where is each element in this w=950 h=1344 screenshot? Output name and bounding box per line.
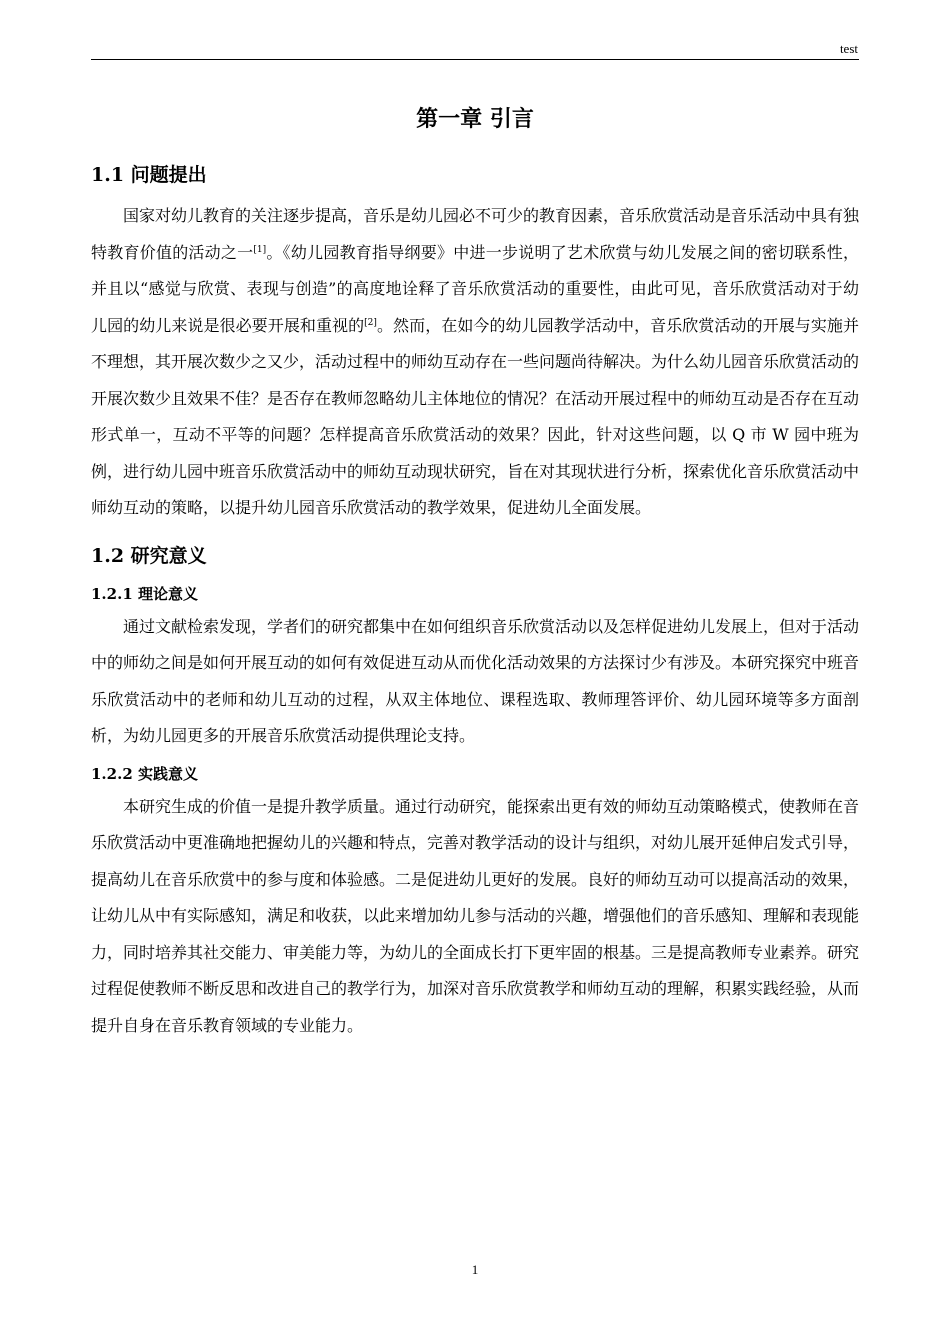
paragraph-text: 。《幼儿园教育指导纲要》中进一步说明了艺术欣赏与幼儿发展之间的密切联系性，并且以“感觉与欣赏、表现与创造”的高度地诠释了音乐欣赏活动的重要性，由此可见，音乐欣赏活动对于幼儿园的幼儿来说是很必要开展和重视的 <box>91 242 859 335</box>
section-heading-1-2: 1.2 研究意义 <box>91 544 207 567</box>
document-body <box>91 92 859 1044</box>
section-1-1-paragraph <box>91 198 859 527</box>
paragraph-text: 。然而，在如今的幼儿园教学活动中，音乐欣赏活动的开展与实施并不理想，其开展次数少之又少，活动过程中的师幼互动存在一些问题尚待解决。为什么幼儿园音乐欣赏活动的开展次数少且效果不佳？是否存在教师忽略幼儿主体地位的情况？在活动开展过程中的师幼互动是否存在互动形式单一，互动不平等的问题？怎样提高音乐欣赏活动的效果？因此，针对这些问题，以 Q 市 W 园中班为例，进行幼儿园中班音乐欣赏活动中的师幼互动现状研究，旨在对其现状进行分析，探索优化音乐欣赏活动中师幼互动的策略，以提升幼儿园音乐欣赏活动的教学效果，促进幼儿全面发展。 <box>91 315 860 517</box>
page-number: 1 <box>471 1262 479 1277</box>
header-divider <box>91 59 859 60</box>
paragraph-text: 国家对幼儿教育的关注逐步提高，音乐是幼儿园必不可少的教育因素，音乐欣赏活动是音乐活动中具有独特教育价值的活动之一 <box>91 206 860 262</box>
section-heading-1-1: 1.1 问题提出 <box>91 164 207 186</box>
subsection-1-2-2-paragraph: 本研究生成的价值一是提升教学质量。通过行动研究，能探索出更有效的师幼互动策略模式，使教师在音乐欣赏活动中更准确地把握幼儿的兴趣和特点，完善对教学活动的设计与组织，对幼儿展开延伸启发式引导，提高幼儿在音乐欣赏中的参与度和体验感。二是促进幼儿更好的发展。良好的师幼互动可以提高活动的效果，让幼儿从中有实际感知，满足和收获，以此来增加幼儿参与活动的兴趣，增强他们的音乐感知、理解和表现能力，同时培养其社交能力、审美能力等，为幼儿的全面成长打下更牢固的根基。三是提高教师专业素养。研究过程促使教师不断反思和改进自己的教学行为，加深对音乐欣赏教学和师幼互动的理解，积累实践经验，从而提升自身在音乐教育领域的专业能力。 <box>91 796 860 1035</box>
citation-1[interactable]: [1] <box>253 244 267 255</box>
page-header-text: test <box>839 41 858 56</box>
citation-2[interactable]: [2] <box>364 317 377 328</box>
subsection-heading-1-2-1: 1.2.1 理论意义 <box>91 584 198 603</box>
subsection-heading-1-2-2: 1.2.2 实践意义 <box>91 764 198 783</box>
chapter-title: 第一章 引言 <box>416 106 534 132</box>
subsection-1-2-1-paragraph: 通过文献检索发现，学者们的研究都集中在如何组织音乐欣赏活动以及怎样促进幼儿发展上，但对于活动中的师幼之间是如何开展互动的如何有效促进互动从而优化活动效果的方法探讨少有涉及。本研究探究中班音乐欣赏活动中的老师和幼儿互动的过程，从双主体地位、课程选取、教师理答评价、幼儿园环境等多方面剖析，为幼儿园更多的开展音乐欣赏活动提供理论支持。 <box>91 616 860 745</box>
